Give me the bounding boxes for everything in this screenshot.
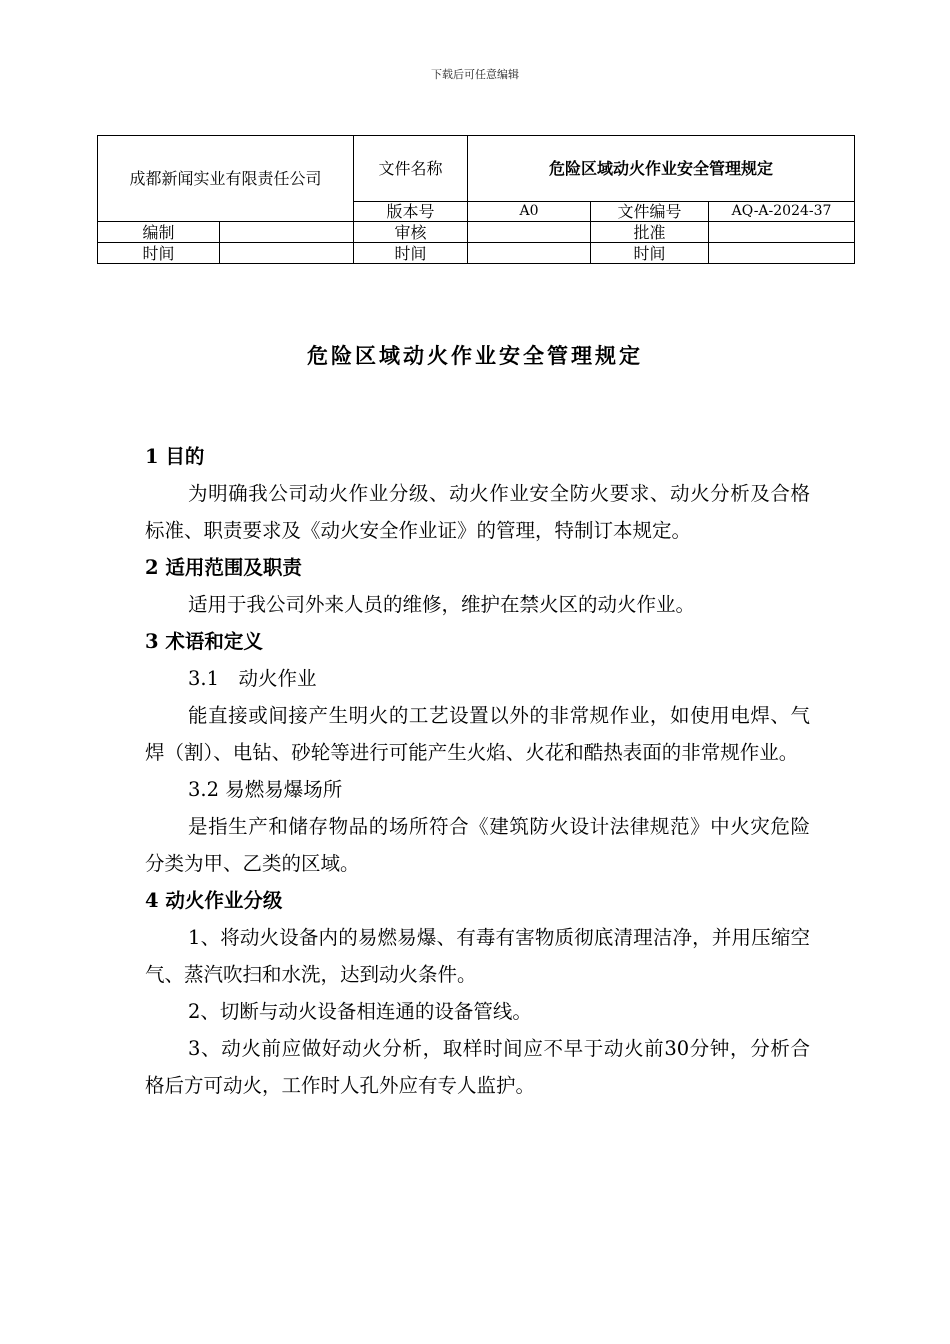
approve-time-value bbox=[709, 243, 855, 264]
section-4-item-3: 3、动火前应做好动火分析，取样时间应不早于动火前30分钟，分析合格后方可动火，工作时人孔外应有专人监护。 bbox=[145, 1037, 810, 1097]
section-2-paragraph: 适用于我公司外来人员的维修，维护在禁火区的动火作业。 bbox=[188, 593, 696, 616]
review-time-label: 时间 bbox=[354, 243, 468, 264]
review-time-value bbox=[468, 243, 591, 264]
section-4-heading: 4 动火作业分级 bbox=[145, 889, 283, 912]
approve-time-label: 时间 bbox=[591, 243, 709, 264]
file-name-value: 危险区域动火作业安全管理规定 bbox=[468, 136, 855, 202]
section-2-heading: 2 适用范围及职责 bbox=[145, 556, 302, 579]
review-label: 审核 bbox=[354, 222, 468, 243]
section-1-heading: 1 目的 bbox=[145, 445, 205, 468]
document-info-table bbox=[97, 135, 855, 264]
company-name: 成都新闻实业有限责任公司 bbox=[98, 136, 354, 222]
compile-value bbox=[220, 222, 354, 243]
section-3-1-heading: 3.1 动火作业 bbox=[188, 667, 317, 690]
section-1-paragraph: 为明确我公司动火作业分级、动火作业安全防火要求、动火分析及合格标准、职责要求及《动火安全作业证》的管理，特制订本规定。 bbox=[145, 482, 810, 542]
header-note: 下载后可任意编辑 bbox=[431, 68, 519, 81]
section-4-item-2: 2、切断与动火设备相连通的设备管线。 bbox=[188, 1000, 532, 1023]
file-no-value: AQ-A-2024-37 bbox=[709, 202, 855, 222]
file-no-label: 文件编号 bbox=[591, 202, 709, 222]
version-label: 版本号 bbox=[354, 202, 468, 222]
approve-label: 批准 bbox=[591, 222, 709, 243]
review-value bbox=[468, 222, 591, 243]
document-body bbox=[145, 438, 810, 1104]
section-3-2-paragraph: 是指生产和储存物品的场所符合《建筑防火设计法律规范》中火灾危险分类为甲、乙类的区域。 bbox=[145, 815, 810, 875]
section-3-heading: 3 术语和定义 bbox=[145, 630, 263, 653]
approve-value bbox=[709, 222, 855, 243]
section-3-2-heading: 3.2 易燃易爆场所 bbox=[188, 778, 343, 801]
section-3-1-paragraph: 能直接或间接产生明火的工艺设置以外的非常规作业，如使用电焊、气焊（割）、电钻、砂轮等进行可能产生火焰、火花和酷热表面的非常规作业。 bbox=[145, 704, 810, 764]
section-4-item-1: 1、将动火设备内的易燃易爆、有毒有害物质彻底清理洁净，并用压缩空气、蒸汽吹扫和水洗，达到动火条件。 bbox=[145, 926, 810, 986]
compile-label: 编制 bbox=[98, 222, 220, 243]
version-value: A0 bbox=[468, 202, 591, 222]
file-name-label: 文件名称 bbox=[354, 136, 468, 202]
compile-time-label: 时间 bbox=[98, 243, 220, 264]
compile-time-value bbox=[220, 243, 354, 264]
document-title: 危险区域动火作业安全管理规定 bbox=[307, 343, 643, 368]
